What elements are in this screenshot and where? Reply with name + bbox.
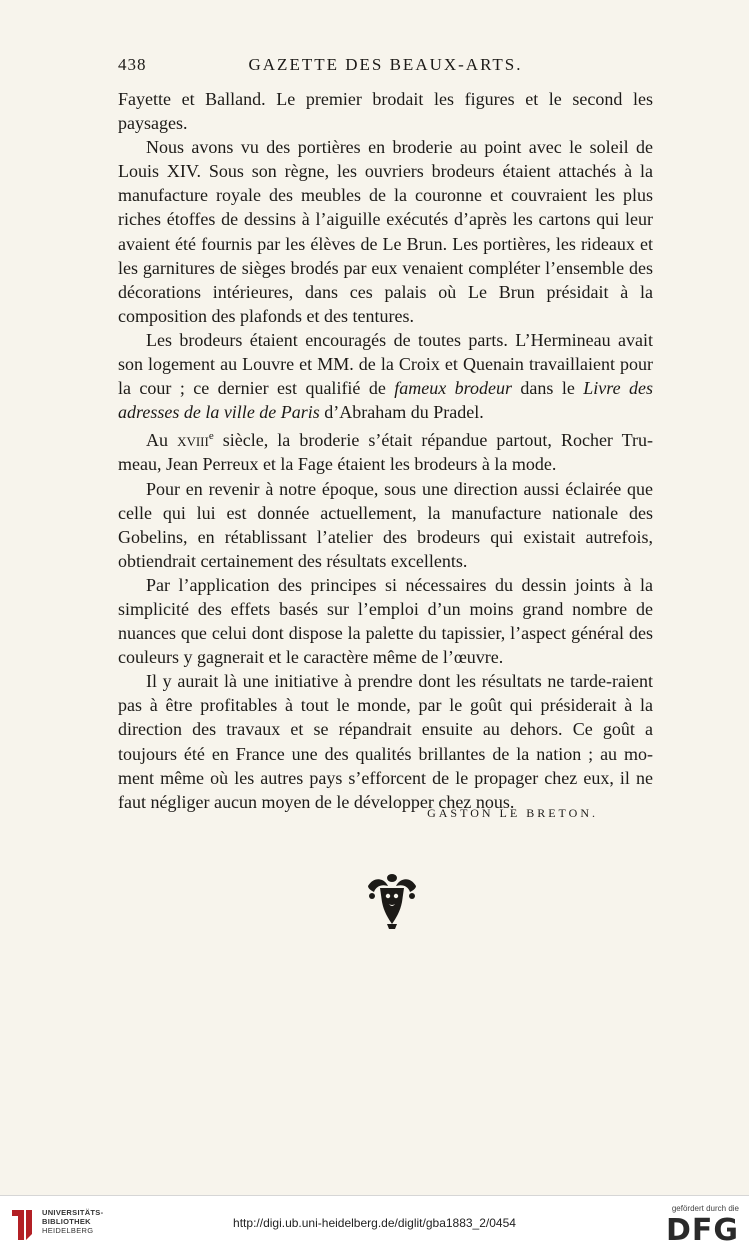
- paragraph-4-text-a: Au: [146, 430, 178, 451]
- library-line-1: UNIVERSITÄTS-: [42, 1208, 104, 1217]
- vignette-ornament-icon: [360, 868, 424, 930]
- paragraph-2: Nous avons vu des portières en broderie au point avec le soleil de Louis XIV. Sous son règne, les ouvriers brodeurs étaient attachés à la manufacture royale des meubles de la couronne et couvraient les plus riches étoffes de dessins à l’aiguille exécutés d’après les cartons qui leur avaient été fournis par les élèves de Le Brun. Les portières, les rideaux et les garnitures de sièges brodés par eux venaient compléter l’ensemble des décorations intérieures, dans ces palais où Le Brun présidait à la composition des plafonds et des tentures.: [118, 137, 653, 326]
- paragraph-3-text-c: d’Abraham du Pradel.: [319, 402, 484, 423]
- dfg-logo: DFG: [665, 1213, 739, 1248]
- paragraph-7: Il y aurait là une initiative à prendre dont les résultats ne tarde-raient pas à être profitables à tout le monde, par le goût qui présiderait à la direction des travaux et se répandrait ensuite au dehors. Ce goût a toujours été en France une des qualités brillantes de la nation ; au mo-ment même où les autres pays s’efforcent de le propager chez eux, il ne faut négliger aucun moyen de le développer chez nous.: [118, 671, 653, 812]
- author-signature: GASTON LE BRETON.: [427, 806, 598, 820]
- century-superscript: e: [208, 430, 214, 443]
- library-line-3: HEIDELBERG: [42, 1226, 94, 1235]
- century-smallcaps: xviii: [177, 430, 209, 451]
- paragraph-3-text-a: Les brodeurs étaient encouragés de toutes parts. L’Hermineau avait son logement au Louvre et MM. de la Croix et Quenain travaillaient pour la cour ; ce dernier est qualifié de: [118, 329, 653, 399]
- paragraph-1: Fayette et Balland. Le premier brodait les figures et le second les paysages.: [118, 89, 653, 134]
- paragraph-3-text-b: dans le: [512, 378, 584, 399]
- page-number: 438: [118, 55, 147, 74]
- page-header: [118, 55, 653, 81]
- dfg-caption: gefördert durch die: [671, 1204, 739, 1213]
- paragraph-4: [118, 424, 653, 476]
- paragraph-4-text-b: siècle, la broderie s’était répandue partout, Rocher Tru-meau, Jean Perreux et la Fage étaient les brodeurs à la mode.: [118, 430, 653, 475]
- article-body: [118, 87, 653, 814]
- paragraph-3: [118, 328, 653, 424]
- paragraph-6: Par l’application des principes si nécessaires du dessin joints à la simplicité des effets basés sur l’emploi d’un moins grand nombre de nuances que celui dont dispose la palette du tapissier, l’aspect général des couleurs y gagnerait et le caractère même de l’œuvre.: [118, 574, 653, 668]
- library-line-2: BIBLIOTHEK: [42, 1217, 91, 1226]
- paragraph-5: Pour en revenir à notre époque, sous une direction aussi éclairée que celle qui lui est donnée actuellement, la manufacture nationale des Gobelins, en rétablissant l’atelier des brodeurs qui existait autrefois, obtiendrait certainement des résultats excellents.: [118, 478, 653, 571]
- permalink-url[interactable]: http://digi.ub.uni-heidelberg.de/diglit/gba1883_2/0454: [233, 1216, 516, 1230]
- italic-fameux-brodeur: fameux brodeur: [394, 378, 512, 399]
- italic-livre-des-adresses: Livre des adresses de la ville de Paris: [118, 378, 653, 423]
- running-title: GAZETTE DES BEAUX-ARTS.: [248, 55, 523, 74]
- digitization-footer: [0, 1195, 749, 1254]
